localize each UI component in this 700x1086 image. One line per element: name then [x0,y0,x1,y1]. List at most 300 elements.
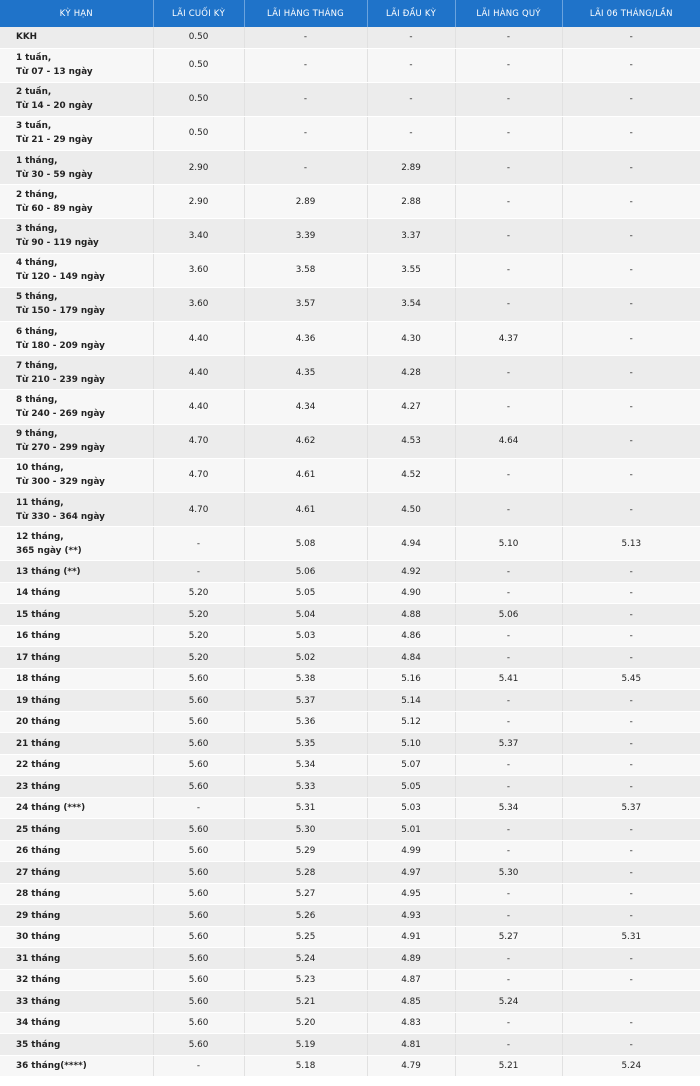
term-cell [0,1055,153,1077]
upfront-rate: 5.16 [367,668,455,690]
term-label-line: 17 tháng [16,652,61,663]
term-label-line: 15 tháng [16,609,61,620]
quarterly-rate: - [455,48,562,82]
quarterly-rate: - [455,82,562,116]
table-row [0,561,700,583]
six-monthly-rate: - [562,151,700,185]
upfront-rate: 4.99 [367,840,455,862]
end-of-term-rate: 5.20 [153,647,244,669]
header-term: KỲ HẠN [0,0,153,27]
term-cell [0,819,153,841]
term-label-line: 16 tháng [16,631,61,642]
table-row [0,492,700,526]
term-label-line: 2 tuần, [16,87,52,98]
term-label-line: Từ 120 - 149 ngày [16,272,105,283]
term-cell [0,840,153,862]
table-row [0,647,700,669]
quarterly-rate: - [455,219,562,253]
term-cell [0,527,153,561]
term-label-line: Từ 14 - 20 ngày [16,101,93,112]
upfront-rate: - [367,27,455,48]
upfront-rate: 2.89 [367,151,455,185]
monthly-rate: - [244,151,367,185]
term-label-line: 22 tháng [16,760,61,771]
term-cell [0,711,153,733]
six-monthly-rate: - [562,116,700,150]
table-row [0,116,700,150]
end-of-term-rate: 4.40 [153,390,244,424]
upfront-rate: 4.79 [367,1055,455,1077]
table-row [0,733,700,755]
table-row [0,797,700,819]
monthly-rate: 4.61 [244,458,367,492]
six-monthly-rate: - [562,948,700,970]
quarterly-rate: - [455,1034,562,1056]
monthly-rate: 3.39 [244,219,367,253]
monthly-rate: - [244,116,367,150]
quarterly-rate: 5.24 [455,991,562,1013]
end-of-term-rate: 5.20 [153,604,244,626]
end-of-term-rate: 5.20 [153,625,244,647]
quarterly-rate: 5.41 [455,668,562,690]
end-of-term-rate: 5.60 [153,883,244,905]
term-label-line: 5 tháng, [16,292,58,303]
six-monthly-rate: - [562,48,700,82]
six-monthly-rate: - [562,711,700,733]
term-label-line: 35 tháng [16,1039,61,1050]
monthly-rate: 5.23 [244,969,367,991]
quarterly-rate: - [455,27,562,48]
term-label-line: 21 tháng [16,738,61,749]
six-monthly-rate: - [562,424,700,458]
table-row [0,527,700,561]
table-row [0,926,700,948]
term-cell [0,905,153,927]
term-label-line: 3 tuần, [16,121,52,132]
upfront-rate: 4.90 [367,582,455,604]
upfront-rate: 4.85 [367,991,455,1013]
term-cell [0,883,153,905]
quarterly-rate: - [455,776,562,798]
quarterly-rate: - [455,1012,562,1034]
term-cell [0,116,153,150]
term-label-line: 30 tháng [16,932,61,943]
quarterly-rate: - [455,356,562,390]
quarterly-rate: - [455,969,562,991]
upfront-rate: 4.92 [367,561,455,583]
quarterly-rate: - [455,819,562,841]
term-cell [0,390,153,424]
term-label-line: Từ 60 - 89 ngày [16,203,93,214]
six-monthly-rate: - [562,82,700,116]
term-cell [0,690,153,712]
table-row [0,287,700,321]
table-row [0,82,700,116]
table-row [0,322,700,356]
table-row [0,1055,700,1077]
end-of-term-rate: 5.60 [153,840,244,862]
six-monthly-rate: - [562,492,700,526]
term-label-line: 25 tháng [16,824,61,835]
table-row [0,711,700,733]
upfront-rate: 4.81 [367,1034,455,1056]
term-cell [0,287,153,321]
table-row [0,27,700,48]
term-cell [0,27,153,48]
six-monthly-rate: - [562,1012,700,1034]
table-row [0,668,700,690]
table-row [0,883,700,905]
end-of-term-rate: 5.60 [153,926,244,948]
six-monthly-rate: - [562,27,700,48]
term-cell [0,733,153,755]
monthly-rate: 5.26 [244,905,367,927]
term-label-line: 10 tháng, [16,463,64,474]
term-cell [0,151,153,185]
quarterly-rate: - [455,905,562,927]
term-cell [0,219,153,253]
term-cell [0,625,153,647]
term-cell [0,492,153,526]
quarterly-rate: 5.30 [455,862,562,884]
monthly-rate: - [244,48,367,82]
end-of-term-rate: 5.60 [153,905,244,927]
upfront-rate: 4.94 [367,527,455,561]
term-label-line: Từ 270 - 299 ngày [16,443,105,454]
upfront-rate: 5.05 [367,776,455,798]
term-label-line: Từ 30 - 59 ngày [16,169,93,180]
upfront-rate: 5.14 [367,690,455,712]
term-label-line: 28 tháng [16,889,61,900]
monthly-rate: 5.36 [244,711,367,733]
monthly-rate: 5.02 [244,647,367,669]
quarterly-rate: - [455,840,562,862]
table-row [0,625,700,647]
table-row [0,776,700,798]
six-monthly-rate: - [562,862,700,884]
six-monthly-rate: - [562,604,700,626]
term-label-line: 9 tháng, [16,429,58,440]
end-of-term-rate: - [153,561,244,583]
table-row [0,905,700,927]
end-of-term-rate: 5.60 [153,668,244,690]
end-of-term-rate: 5.60 [153,1034,244,1056]
six-monthly-rate: - [562,647,700,669]
quarterly-rate: - [455,492,562,526]
term-label-line: 19 tháng [16,695,61,706]
end-of-term-rate: 5.60 [153,969,244,991]
term-cell [0,604,153,626]
end-of-term-rate: 4.70 [153,424,244,458]
quarterly-rate: - [455,711,562,733]
end-of-term-rate: 0.50 [153,82,244,116]
term-label-line: KKH [16,32,37,43]
six-monthly-rate: - [562,1034,700,1056]
quarterly-rate: 4.64 [455,424,562,458]
term-label-line: Từ 150 - 179 ngày [16,306,105,317]
header-upfront: LÃI ĐẦU KỲ [367,0,455,27]
monthly-rate: 4.62 [244,424,367,458]
table-row [0,862,700,884]
table-row [0,1034,700,1056]
upfront-rate: 3.55 [367,253,455,287]
table-row [0,690,700,712]
six-monthly-rate: - [562,883,700,905]
end-of-term-rate: 0.50 [153,48,244,82]
monthly-rate: 4.35 [244,356,367,390]
end-of-term-rate: 5.60 [153,711,244,733]
six-monthly-rate: 5.13 [562,527,700,561]
term-label-line: 12 tháng, [16,531,64,542]
monthly-rate: 5.30 [244,819,367,841]
upfront-rate: 3.37 [367,219,455,253]
term-label-line: 1 tháng, [16,155,58,166]
monthly-rate: 5.03 [244,625,367,647]
end-of-term-rate: 0.50 [153,27,244,48]
term-label-line: 20 tháng [16,717,61,728]
upfront-rate: 4.91 [367,926,455,948]
six-monthly-rate: - [562,733,700,755]
term-cell [0,647,153,669]
table-body [0,27,700,1077]
end-of-term-rate: 5.60 [153,862,244,884]
monthly-rate: - [244,27,367,48]
six-monthly-rate: - [562,690,700,712]
end-of-term-rate: 5.60 [153,754,244,776]
term-label-line: 7 tháng, [16,360,58,371]
six-monthly-rate: 5.31 [562,926,700,948]
term-label-line: 24 tháng (***) [16,803,86,814]
term-cell [0,862,153,884]
monthly-rate: 5.19 [244,1034,367,1056]
six-monthly-rate: - [562,840,700,862]
six-monthly-rate: - [562,390,700,424]
six-monthly-rate: 5.37 [562,797,700,819]
term-label-line: 4 tháng, [16,258,58,269]
header-monthly: LÃI HÀNG THÁNG [244,0,367,27]
monthly-rate: 5.25 [244,926,367,948]
upfront-rate: 5.07 [367,754,455,776]
term-label-line: 36 tháng(****) [16,1061,87,1072]
term-cell [0,48,153,82]
table-row [0,219,700,253]
term-cell [0,458,153,492]
end-of-term-rate: 3.60 [153,253,244,287]
quarterly-rate: - [455,690,562,712]
end-of-term-rate: 2.90 [153,151,244,185]
monthly-rate: 5.38 [244,668,367,690]
term-label-line: 27 tháng [16,867,61,878]
end-of-term-rate: 3.60 [153,287,244,321]
term-label-line: Từ 07 - 13 ngày [16,67,93,78]
term-cell [0,776,153,798]
upfront-rate: 5.12 [367,711,455,733]
six-monthly-rate: - [562,219,700,253]
six-monthly-rate: - [562,905,700,927]
six-monthly-rate: - [562,754,700,776]
end-of-term-rate: 5.60 [153,733,244,755]
upfront-rate: - [367,48,455,82]
monthly-rate: 5.37 [244,690,367,712]
term-label-line: 6 tháng, [16,326,58,337]
term-cell [0,668,153,690]
six-monthly-rate: - [562,819,700,841]
quarterly-rate: - [455,948,562,970]
term-cell [0,424,153,458]
monthly-rate: 3.57 [244,287,367,321]
upfront-rate: 4.52 [367,458,455,492]
term-label-line: 365 ngày (**) [16,545,82,556]
end-of-term-rate: 5.60 [153,948,244,970]
upfront-rate: - [367,82,455,116]
upfront-rate: 3.54 [367,287,455,321]
monthly-rate: 5.34 [244,754,367,776]
upfront-rate: 5.10 [367,733,455,755]
header-six-monthly: LÃI 06 THÁNG/LẦN [562,0,700,27]
monthly-rate: 5.21 [244,991,367,1013]
term-cell [0,754,153,776]
monthly-rate: 5.31 [244,797,367,819]
six-monthly-rate: - [562,356,700,390]
quarterly-rate: - [455,151,562,185]
quarterly-rate: 5.10 [455,527,562,561]
term-label-line: 29 tháng [16,910,61,921]
quarterly-rate: - [455,561,562,583]
quarterly-rate: - [455,625,562,647]
monthly-rate: 5.29 [244,840,367,862]
monthly-rate: 4.36 [244,322,367,356]
quarterly-rate: - [455,647,562,669]
term-label-line: 31 tháng [16,953,61,964]
end-of-term-rate: - [153,797,244,819]
table-row [0,948,700,970]
header-end-of-term: LÃI CUỐI KỲ [153,0,244,27]
table-row [0,840,700,862]
term-cell [0,969,153,991]
table-row [0,390,700,424]
table-row [0,185,700,219]
term-label-line: 3 tháng, [16,224,58,235]
upfront-rate: 4.86 [367,625,455,647]
quarterly-rate: - [455,883,562,905]
term-label-line: 11 tháng, [16,497,64,508]
term-label-line: 34 tháng [16,1018,61,1029]
six-monthly-rate: - [562,287,700,321]
end-of-term-rate: 4.40 [153,356,244,390]
quarterly-rate: - [455,582,562,604]
table-row [0,819,700,841]
upfront-rate: 4.50 [367,492,455,526]
quarterly-rate: - [455,287,562,321]
upfront-rate: - [367,116,455,150]
table-row [0,151,700,185]
monthly-rate: 5.05 [244,582,367,604]
term-label-line: Từ 21 - 29 ngày [16,135,93,146]
header-quarterly: LÃI HÀNG QUÝ [455,0,562,27]
upfront-rate: 4.93 [367,905,455,927]
term-label-line: Từ 330 - 364 ngày [16,511,105,522]
six-monthly-rate: - [562,969,700,991]
term-label-line: 1 tuần, [16,53,52,64]
table-row [0,582,700,604]
term-label-line: 32 tháng [16,975,61,986]
end-of-term-rate: - [153,1055,244,1077]
term-cell [0,322,153,356]
quarterly-rate: - [455,754,562,776]
end-of-term-rate: 4.40 [153,322,244,356]
quarterly-rate: - [455,390,562,424]
term-label-line: Từ 90 - 119 ngày [16,238,99,249]
upfront-rate: 4.87 [367,969,455,991]
table-row [0,253,700,287]
term-cell [0,582,153,604]
term-cell [0,561,153,583]
table-row [0,424,700,458]
monthly-rate: - [244,82,367,116]
term-cell [0,797,153,819]
table-header [0,0,700,27]
term-label-line: 8 tháng, [16,394,58,405]
upfront-rate: 4.95 [367,883,455,905]
table-row [0,754,700,776]
term-cell [0,991,153,1013]
quarterly-rate: 5.27 [455,926,562,948]
term-cell [0,82,153,116]
six-monthly-rate: - [562,458,700,492]
monthly-rate: 5.33 [244,776,367,798]
term-label-line: 33 tháng [16,996,61,1007]
term-label-line: 23 tháng [16,781,61,792]
quarterly-rate: 5.06 [455,604,562,626]
monthly-rate: 5.35 [244,733,367,755]
quarterly-rate: 4.37 [455,322,562,356]
upfront-rate: 4.97 [367,862,455,884]
monthly-rate: 5.28 [244,862,367,884]
quarterly-rate: 5.37 [455,733,562,755]
six-monthly-rate: - [562,322,700,356]
upfront-rate: 4.30 [367,322,455,356]
monthly-rate: 4.61 [244,492,367,526]
end-of-term-rate: 3.40 [153,219,244,253]
upfront-rate: 4.84 [367,647,455,669]
six-monthly-rate: - [562,625,700,647]
term-label-line: 2 tháng, [16,189,58,200]
monthly-rate: 2.89 [244,185,367,219]
monthly-rate: 4.34 [244,390,367,424]
end-of-term-rate: 5.60 [153,991,244,1013]
term-label-line: Từ 210 - 239 ngày [16,374,105,385]
table-row [0,356,700,390]
table-row [0,458,700,492]
six-monthly-rate: 5.45 [562,668,700,690]
six-monthly-rate: - [562,776,700,798]
upfront-rate: 4.88 [367,604,455,626]
term-cell [0,926,153,948]
six-monthly-rate: - [562,561,700,583]
term-cell [0,253,153,287]
term-cell [0,1012,153,1034]
term-cell [0,356,153,390]
end-of-term-rate: 4.70 [153,458,244,492]
end-of-term-rate: 0.50 [153,116,244,150]
quarterly-rate: 5.34 [455,797,562,819]
end-of-term-rate: - [153,527,244,561]
quarterly-rate: - [455,458,562,492]
six-monthly-rate: - [562,185,700,219]
term-label-line: Từ 240 - 269 ngày [16,408,105,419]
upfront-rate: 4.83 [367,1012,455,1034]
monthly-rate: 5.20 [244,1012,367,1034]
